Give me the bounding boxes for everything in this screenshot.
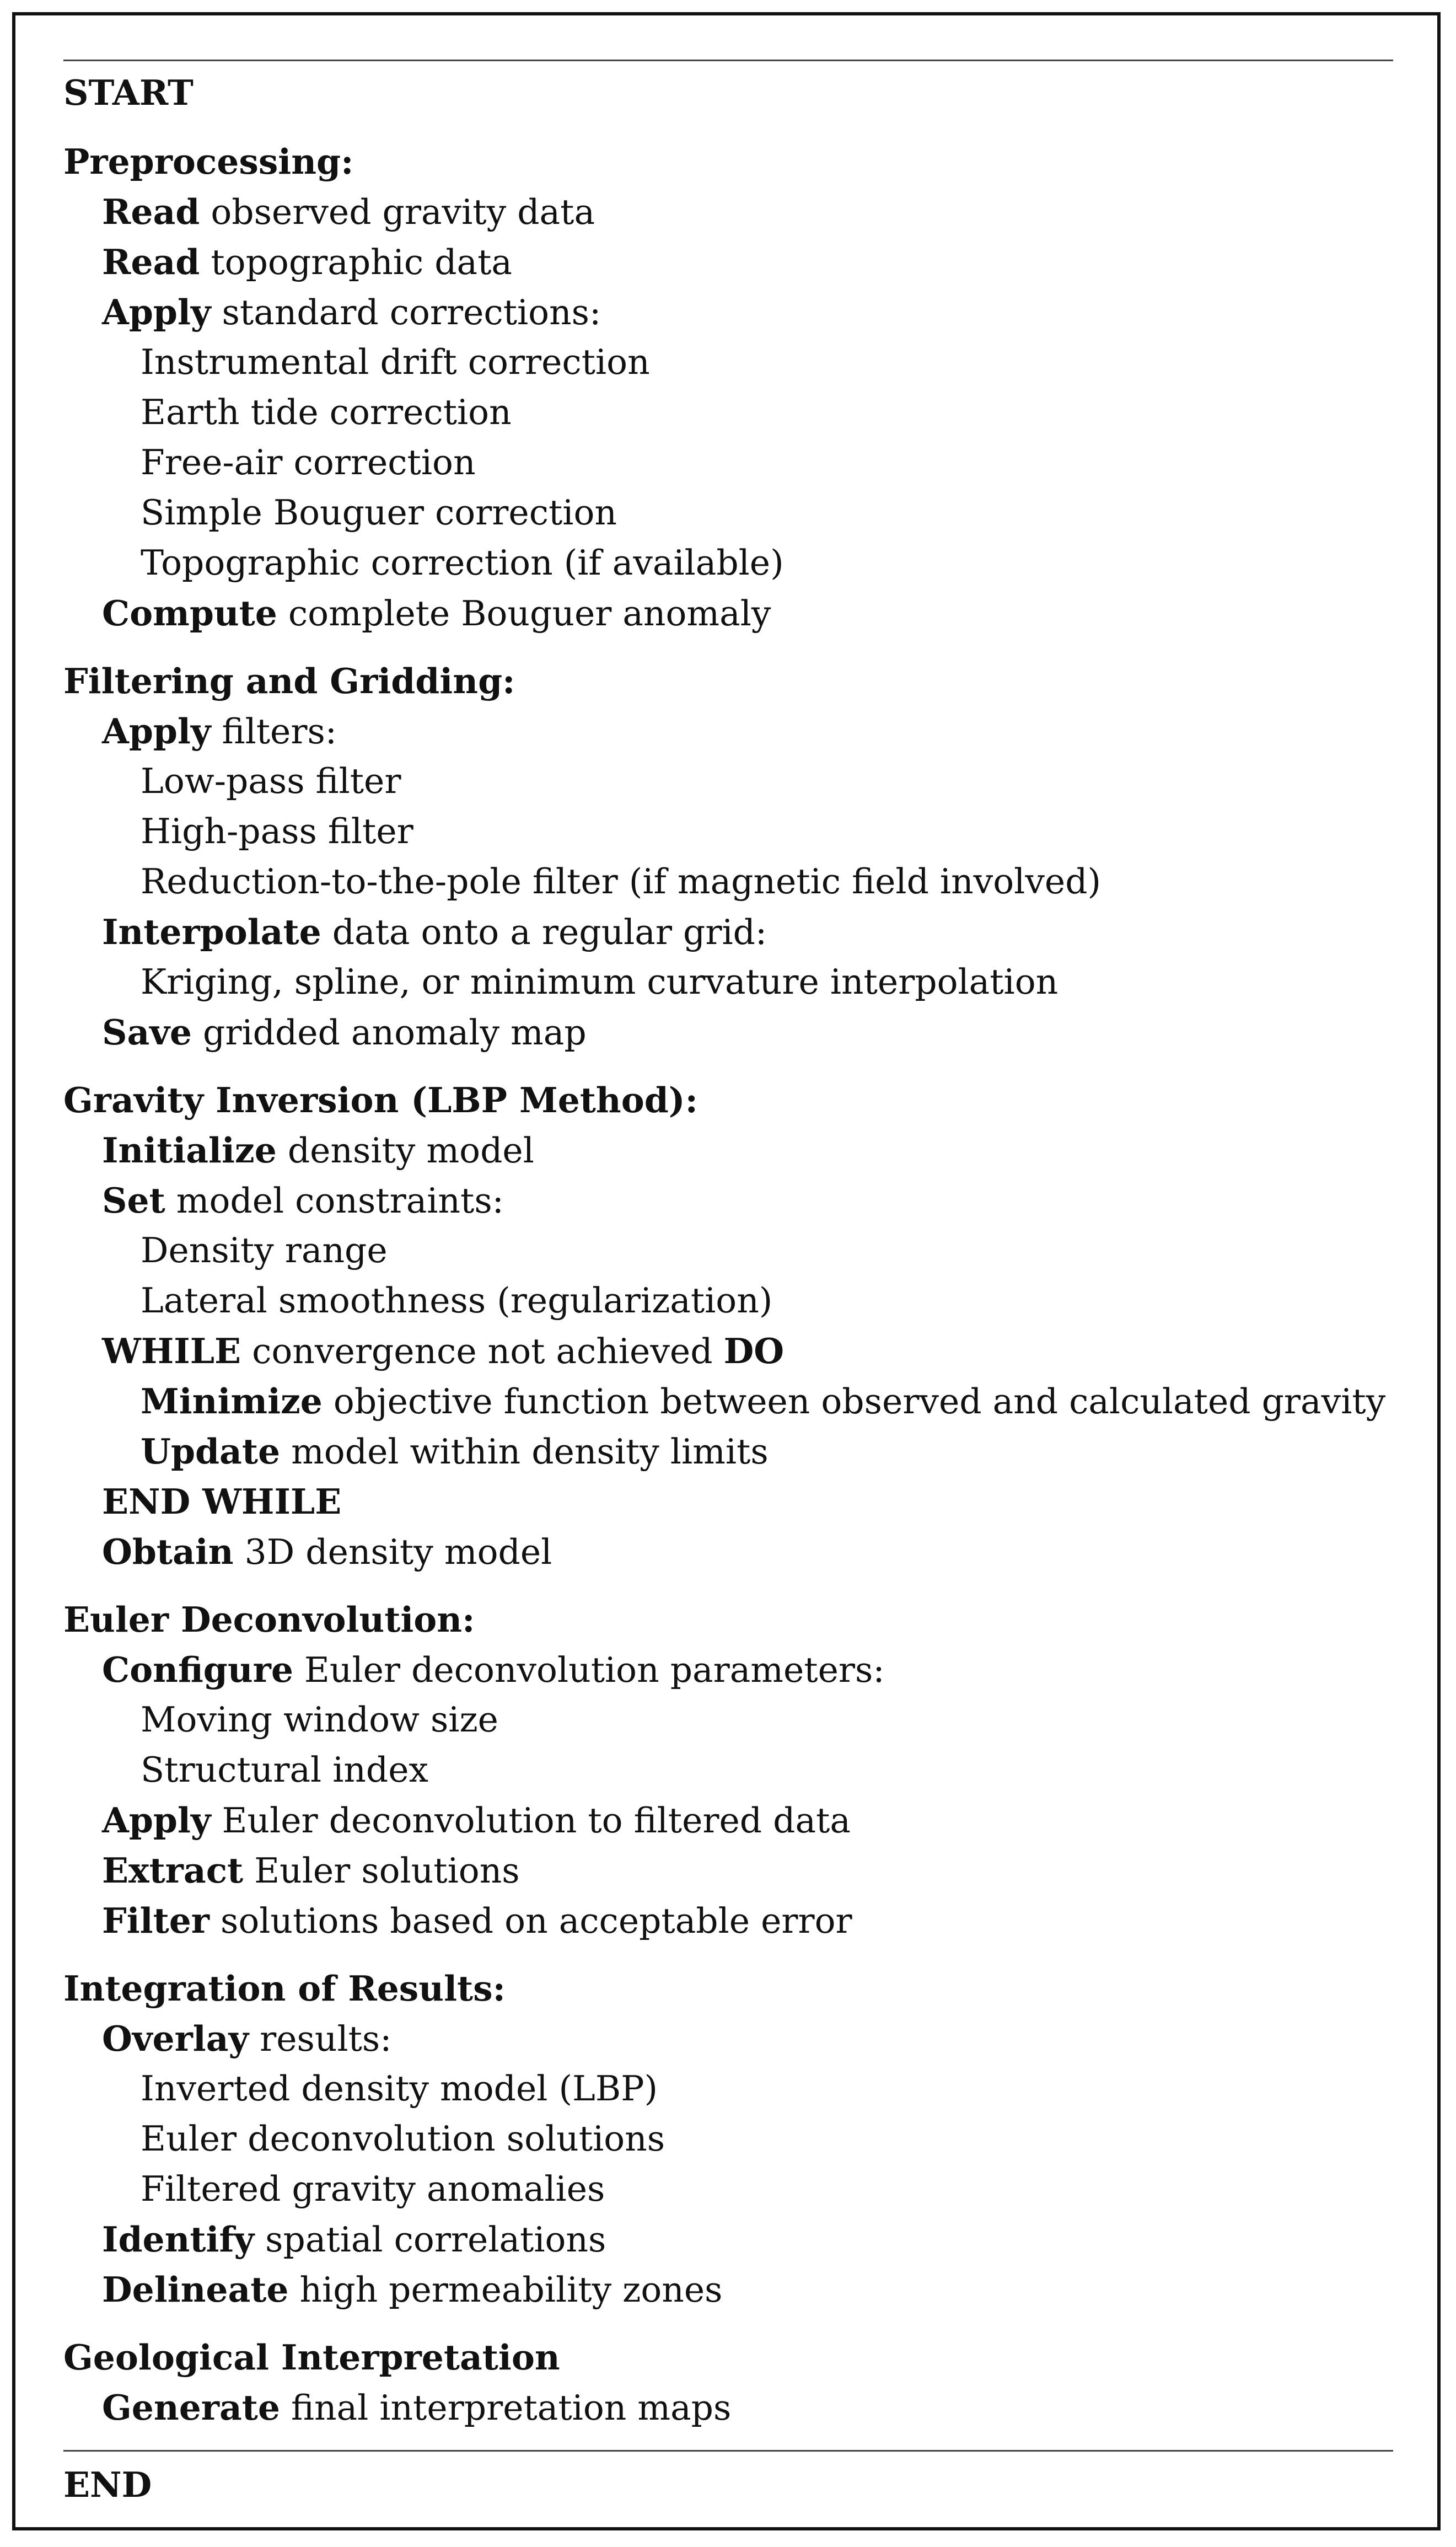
- section-title-filtering: Filtering and Gridding:: [63, 661, 515, 701]
- correction-item: Instrumental drift correction: [141, 342, 650, 382]
- step-apply-corrections: Apply standard corrections:: [102, 292, 601, 333]
- step-initialize-model: Initialize density model: [102, 1130, 534, 1171]
- top-rule: [63, 60, 1393, 61]
- filter-item: Reduction-to-the-pole filter (if magnetic field involved): [141, 861, 1102, 902]
- correction-item: Simple Bouguer correction: [141, 492, 617, 533]
- section-title-geology: Geological Interpretation: [63, 2337, 560, 2378]
- overlay-item: Inverted density model (LBP): [141, 2068, 658, 2109]
- correction-item: Earth tide correction: [141, 392, 512, 432]
- while-loop-header: WHILE convergence not achieved DO: [102, 1331, 785, 1371]
- step-apply-filters: Apply filters:: [102, 711, 337, 752]
- step-generate-maps: Generate final interpretation maps: [102, 2387, 732, 2428]
- parameter-item: Moving window size: [141, 1699, 498, 1740]
- end-label: END: [63, 2464, 152, 2505]
- overlay-item: Euler deconvolution solutions: [141, 2119, 665, 2159]
- end-while: END WHILE: [102, 1481, 342, 1522]
- correction-item: Free-air correction: [141, 442, 476, 482]
- section-title-euler: Euler Deconvolution:: [63, 1599, 475, 1640]
- step-apply-euler: Apply Euler deconvolution to filtered data: [102, 1800, 851, 1841]
- interpolation-item: Kriging, spline, or minimum curvature interpolation: [141, 962, 1059, 1002]
- step-read-gravity: Read observed gravity data: [102, 191, 595, 232]
- step-overlay-results: Overlay results:: [102, 2018, 392, 2059]
- step-interpolate: Interpolate data onto a regular grid:: [102, 911, 767, 952]
- constraint-item: Density range: [141, 1230, 388, 1270]
- step-compute-bouguer: Compute complete Bouguer anomaly: [102, 593, 771, 634]
- section-title-preprocessing: Preprocessing:: [63, 141, 354, 182]
- step-configure-euler: Configure Euler deconvolution parameters:: [102, 1649, 885, 1690]
- step-obtain-model: Obtain 3D density model: [102, 1531, 552, 1572]
- loop-step-minimize: Minimize objective function between observed and calculated gravity: [141, 1381, 1386, 1422]
- bottom-rule: [63, 2450, 1393, 2452]
- loop-step-update: Update model within density limits: [141, 1431, 769, 1472]
- step-delineate-zones: Delineate high permeability zones: [102, 2269, 723, 2310]
- filter-item: High-pass filter: [141, 811, 413, 851]
- step-set-constraints: Set model constraints:: [102, 1180, 504, 1221]
- step-filter-solutions: Filter solutions based on acceptable error: [102, 1900, 852, 1941]
- section-title-integration: Integration of Results:: [63, 1968, 506, 2009]
- filter-item: Low-pass filter: [141, 761, 401, 801]
- overlay-item: Filtered gravity anomalies: [141, 2169, 605, 2209]
- section-title-inversion: Gravity Inversion (LBP Method):: [63, 1080, 698, 1120]
- step-identify-correlations: Identify spatial correlations: [102, 2219, 606, 2260]
- parameter-item: Structural index: [141, 1750, 429, 1790]
- correction-item: Topographic correction (if available): [141, 543, 784, 583]
- step-read-topography: Read topographic data: [102, 242, 512, 282]
- step-extract-solutions: Extract Euler solutions: [102, 1850, 520, 1891]
- start-label: START: [63, 72, 194, 113]
- constraint-item: Lateral smoothness (regularization): [141, 1280, 773, 1321]
- step-save-map: Save gridded anomaly map: [102, 1012, 587, 1053]
